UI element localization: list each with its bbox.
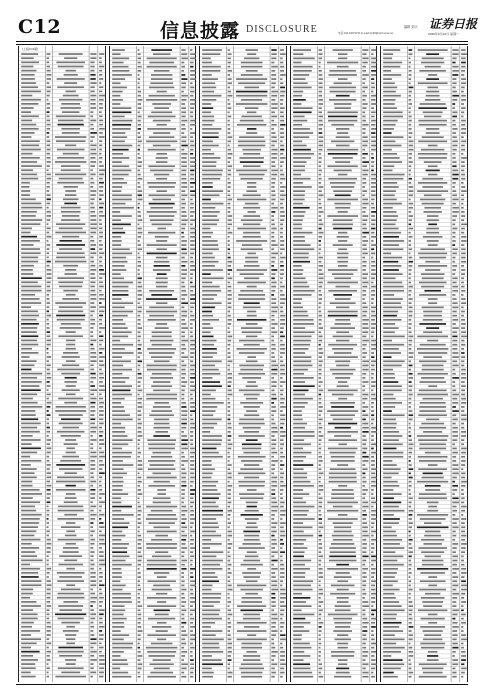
newspaper-logo xyxy=(428,15,478,31)
footer-rule xyxy=(16,684,468,685)
table-column xyxy=(380,46,468,682)
table-grid xyxy=(200,46,288,682)
table-grid xyxy=(19,46,107,682)
header-rule xyxy=(16,41,468,42)
header-rule-thin xyxy=(16,44,468,45)
table-grid xyxy=(381,46,469,682)
disclosure-table-area xyxy=(18,46,468,682)
table-grid xyxy=(110,46,198,682)
page-header xyxy=(8,14,476,44)
table-column xyxy=(109,46,197,682)
svg-text:证券日报: 证券日报 xyxy=(429,17,478,31)
editor-credit: 编辑 刘天 xyxy=(404,25,418,29)
page-number: C12 xyxy=(18,16,62,38)
table-column xyxy=(290,46,378,682)
continued-from-label: (上接C11版) xyxy=(22,47,39,51)
publication-date: 2020年6月22日 星期一 xyxy=(428,32,460,36)
section-title: 信息披露 xyxy=(160,20,241,42)
section-title-english: DISCLOSURE xyxy=(246,24,318,35)
table-column xyxy=(18,46,106,682)
contact-info: 电话:010-63070711 E-mail:zqrb9@zqrb.sina.net xyxy=(338,32,394,35)
table-column xyxy=(199,46,287,682)
table-grid xyxy=(291,46,379,682)
